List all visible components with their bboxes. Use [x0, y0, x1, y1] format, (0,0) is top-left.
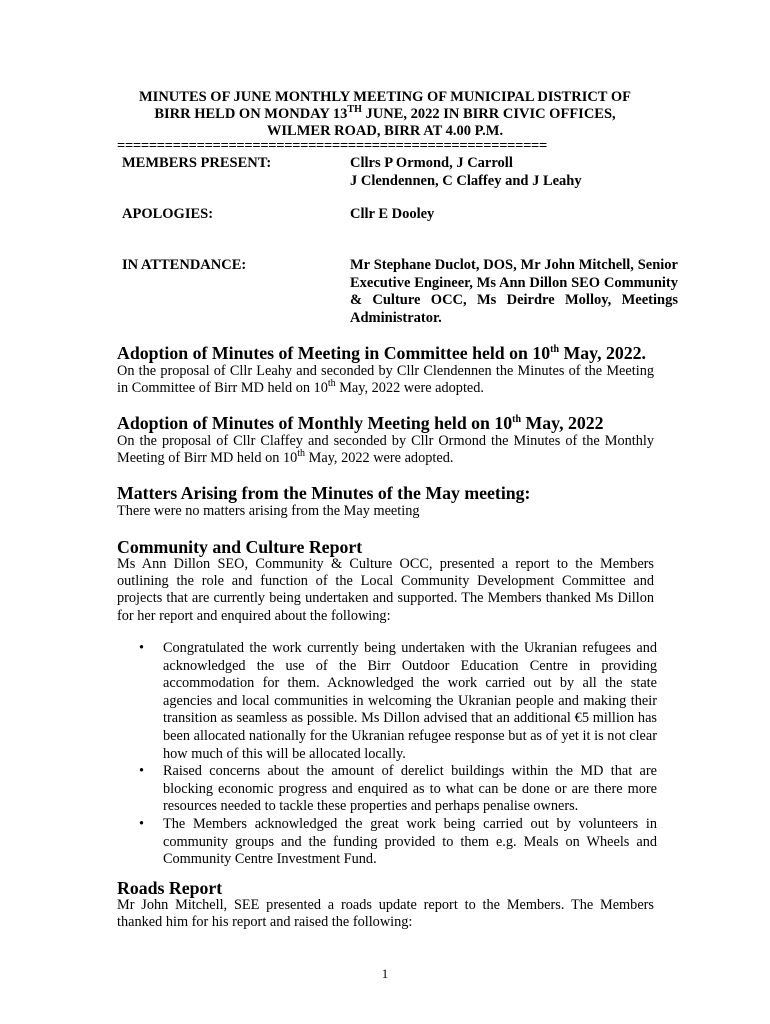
heading-adoption-committee-sup: th [550, 344, 560, 356]
members-present-value [350, 155, 678, 190]
attendance-label: IN ATTENDANCE: [122, 257, 247, 273]
list-item-text: Congratulated the work currently being undertaken with the Ukranian refugees and acknowledged the use of the Birr Outdoor Education Centre in providing accommodation for them. Acknowledged the work carried out by all the state agencies and local communities in welcoming the Ukranian people and making their transition as seamless as possible. Ms Dillon advised that an additional €5 million has been allocated nationally for the Ukranian refugee response but as of yet it is not clear how much of this will be allocated locally. [163, 640, 657, 762]
title-line-2-text: BIRR HELD ON MONDAY 13 [154, 106, 348, 122]
bullet-icon: • [139, 763, 145, 780]
para-adoption-committee-sup: th [327, 378, 336, 390]
heading-adoption-monthly-tail: May, 2022 [521, 413, 604, 433]
members-present-label: MEMBERS PRESENT: [122, 155, 272, 171]
para-adoption-monthly [117, 433, 654, 467]
title-line-1: MINUTES OF JUNE MONTHLY MEETING OF MUNICIPAL DISTRICT OF [139, 89, 631, 105]
para-adoption-committee [117, 363, 654, 397]
separator-line: ====================================================== [117, 138, 547, 154]
page-number: 1 [381, 966, 389, 981]
heading-adoption-monthly [117, 413, 604, 433]
heading-community-culture: Community and Culture Report [117, 537, 363, 557]
members-present-line-1: Cllrs P Ormond, J Carroll [350, 155, 513, 171]
apologies-label: APOLOGIES: [122, 206, 214, 222]
title-line-3: WILMER ROAD, BIRR AT 4.00 P.M. [266, 123, 504, 139]
para-roads-report: Mr John Mitchell, SEE presented a roads update report to the Members. The Members thanked him for his report and raised the following: [117, 897, 654, 931]
community-bullet-list [117, 640, 657, 869]
document-title [100, 89, 670, 140]
para-matters-arising: There were no matters arising from the May meeting [117, 503, 420, 519]
list-item-text: Raised concerns about the amount of derelict buildings within the MD that are blocking economic progress and enquired as to what can be done or are there more resources needed to tackle these properties and perhaps penalise owners. [163, 763, 657, 815]
members-present-line-2: J Clendennen, C Claffey and J Leahy [350, 172, 582, 189]
heading-adoption-committee [117, 343, 646, 363]
para-adoption-committee-tail: May, 2022 were adopted. [335, 380, 484, 397]
heading-adoption-committee-text: Adoption of Minutes of Meeting in Committee held on 10 [117, 343, 551, 363]
heading-roads-report: Roads Report [117, 878, 223, 898]
list-item-text: The Members acknowledged the great work being carried out by volunteers in community groups and the funding provided to them e.g. Meals on Wheels and Community Centre Investment Fund. [163, 815, 657, 868]
title-line-2 [100, 106, 670, 123]
bullet-icon: • [139, 640, 145, 656]
para-adoption-committee-text: On the proposal of Cllr Leahy and seconded by Cllr Clendennen the Minutes of the Meeting in Committee of Birr MD held on 10 [117, 363, 654, 397]
para-adoption-monthly-text: On the proposal of Cllr Claffey and seconded by Cllr Ormond the Minutes of the Monthly Meeting of Birr MD held on 10 [117, 433, 654, 467]
para-community-culture: Ms Ann Dillon SEO, Community & Culture OCC, presented a report to the Members outlining the role and function of the Local Community Development Committee and projects that are currently being undertaken and supported. The Members thanked Ms Dillon for her report and enquired about the following: [117, 556, 654, 624]
apologies-value: Cllr E Dooley [350, 206, 435, 222]
heading-adoption-monthly-text: Adoption of Minutes of Monthly Meeting held on 10 [117, 413, 513, 433]
heading-adoption-committee-tail: May, 2022. [559, 343, 646, 363]
title-line-2-tail: JUNE, 2022 IN BIRR CIVIC OFFICES, [361, 106, 616, 122]
attendance-value: Mr Stephane Duclot, DOS, Mr John Mitchell, Senior Executive Engineer, Ms Ann Dillon SEO Community & Culture OCC, Ms Deirdre Molloy, Meetings Administrator. [350, 257, 678, 326]
list-item [117, 640, 657, 763]
title-line-2-sup: TH [347, 104, 362, 116]
para-adoption-monthly-sup: th [297, 448, 306, 460]
para-adoption-monthly-tail: May, 2022 were adopted. [305, 450, 454, 467]
heading-adoption-monthly-sup: th [512, 414, 522, 426]
list-item [117, 816, 657, 869]
list-item [117, 763, 657, 816]
bullet-icon: • [139, 815, 145, 832]
heading-matters-arising: Matters Arising from the Minutes of the May meeting: [117, 483, 531, 503]
